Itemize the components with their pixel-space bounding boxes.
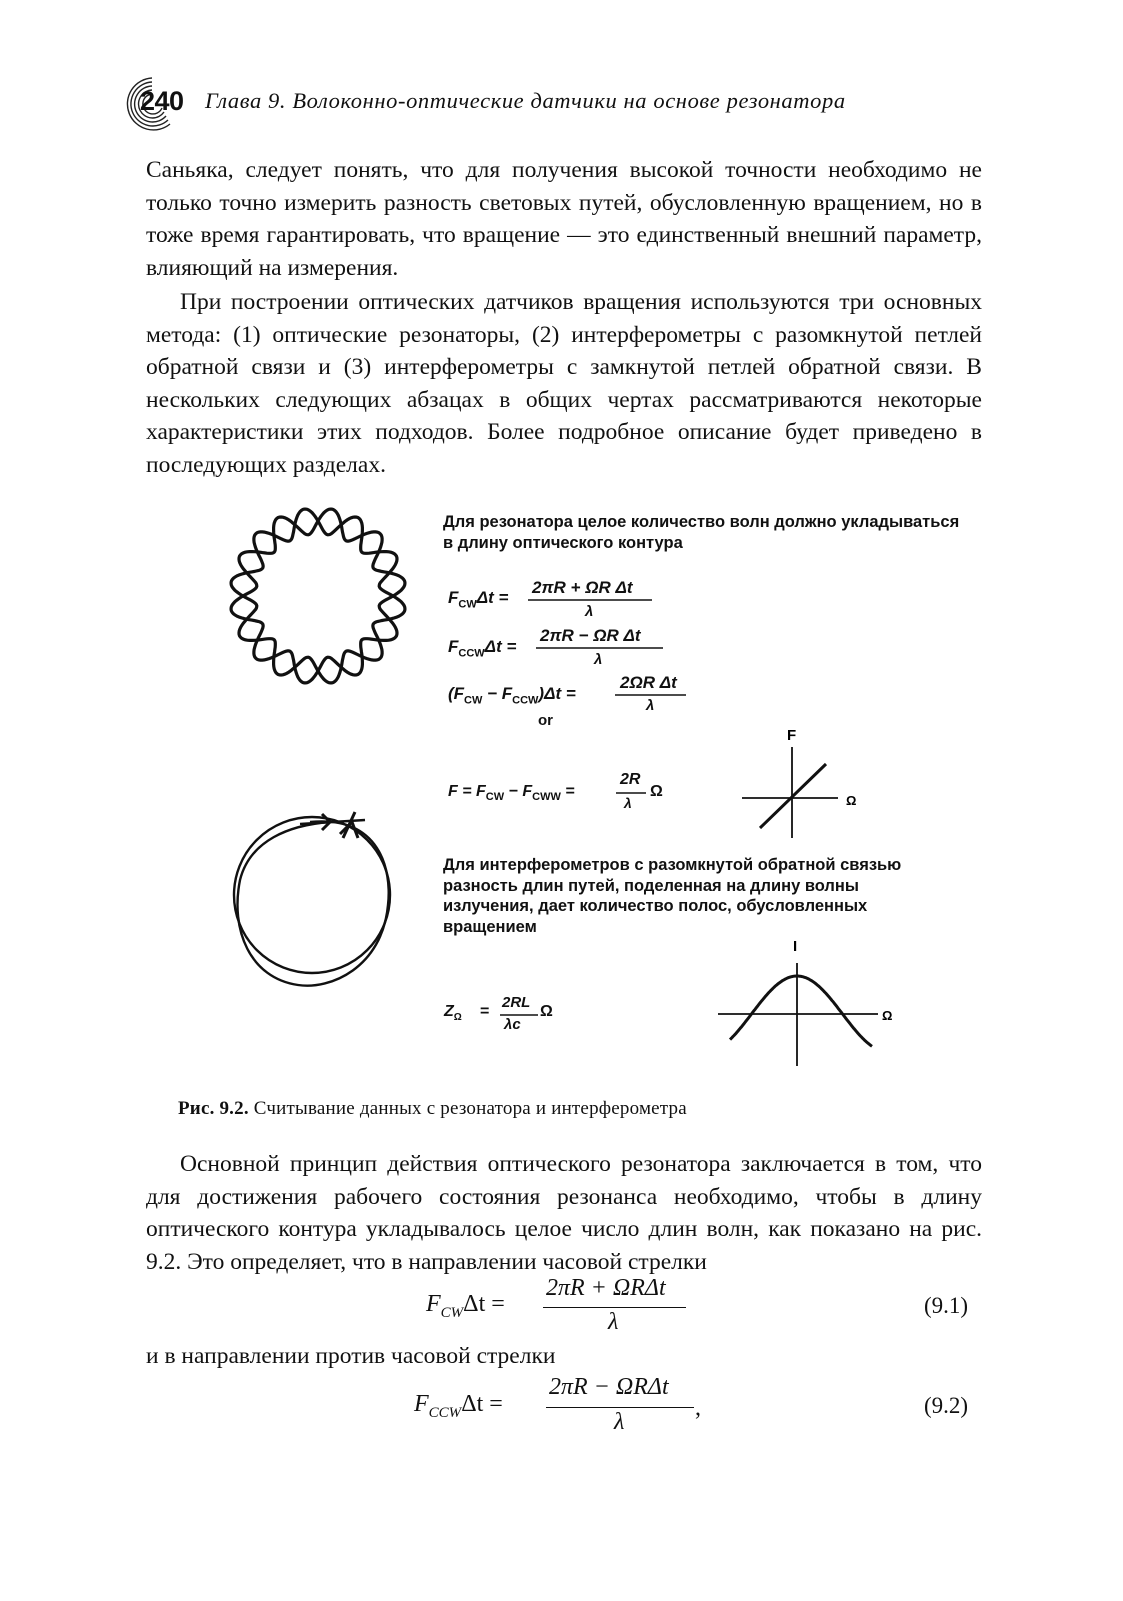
fig-eq-ccw-den: λ [594,651,603,668]
fig-eq-ccw: $F_{CCW}\Delta t$ = [448,637,517,660]
figure-caption: Рис. 9.2. Считывание данных с резонатора и интерферометра [178,1098,687,1119]
paragraph-4: и в направлении против часовой стрелки [146,1343,556,1369]
page-number: 240 [140,86,184,116]
fig-eq-f-num: 2R [620,771,641,788]
resonator-wave-ring-a [231,509,405,683]
response-graph-linear [742,747,838,838]
paragraph-2: При построении оптических датчиков вращения используются три основных метода: (1) оптические резонаторы, (2) интерферометры с разомкнутой петлей обратной связи и (3) интерферометры с замкнутой петлей обратной связи. В нескольких следующих абзацах в общих чертах рассматриваются некоторые характеристики этих подходов. Более подробное описание будет приведено в последующих разделах. [146,289,982,478]
fig-eq-cw-den: λ [585,603,594,620]
interferometer-description: Для интерферометров с разомкнутой обратной связью разность длин путей, поделенная на длину волны излучения, дает количество полос, обусловленных вращением [443,856,902,936]
fig-eq-z-num: 2RL [502,994,531,1011]
paragraph-1: Саньяка, следует понять, что для получения высокой точности необходимо не только точно измерить разность световых путей, обусловленную вращением, но в тоже время гарантировать, что вращение — это единственный внешний параметр, влияющий на измерения. [146,157,982,281]
graph2-x-label: Ω [882,1008,893,1023]
fig-eq-f-omega: Ω [650,783,663,800]
graph2-y-label: I [793,938,798,955]
fig-eq-ccw-num: 2πR − ΩR Δt [540,626,641,645]
resonator-wave-ring-b [231,509,405,683]
fig-eq-f-den: λ [624,795,632,811]
fig-eq-diff-den: λ [646,697,655,714]
fig-eq-z-eq: = [480,1003,490,1020]
fig-eq-cw: $F_{CW}\Delta t$ = [448,588,509,611]
equation-number-9-1: (9.1) [924,1293,969,1318]
running-title: Глава 9. Волоконно-оптические датчики на основе резонатора [205,88,846,113]
graph1-x-label: Ω [846,793,857,808]
interferometer-coil [234,817,390,986]
equation-number-9-2: (9.2) [924,1393,969,1418]
arrow-icon [322,812,358,838]
fig-eq-z-den: λc [504,1016,521,1033]
fig-eq-f: $F = F_{CW} - F_{CWW}$ = [448,783,575,804]
fig-eq-z-omega: Ω [540,1003,553,1020]
book-page: 240 Глава 9. Волоконно-оптические датчики на основе резонатора Саньяка, следует понять, что для получения высокой точности необходимо не только точно измерить разность световых путей, обусловленную вращением, но в тоже время гарантировать, что вращение — это единственный внешний параметр, влияющий на измерения. При построении оптических датчиков вращения используются три основных метода: (1) оптические резонаторы, (2) интерферометры с разомкнутой петлей обратной связи и (3) интерферометры с замкнутой петлей обратной связи. В нескольких следующих абзацах в общих чертах рассматриваются некоторые характеристики этих подходов. Более подробное описание будет приведено в последующих разделах. F Ω I Ω Для резонатора целое количество волн должно укладываться в длину оптического контура $F_{CW}\Delta t$ = 2πR + ΩR Δt λ $F_{CCW}\Delta t$ = 2πR − ΩR Δt λ $(F_{CW} - F_{CCW})\Delta t$ = 2ΩR Δt λ or $F = F_{CW} - F_{CWW}$ = 2R λ Ω Для интерферометров с разомкнутой обратной связью разность длин путей, поделенная на длину волны излучения, дает количество полос, обусловленных вращением $Z_\Omega$ = 2RL λc Ω Рис. 9.2. Считывание данных с резонатора и интерферометра Основной принцип действия оптического резонатора заключается в том, что для достижения рабочего состояния резонанса необходимо, чтобы в длину оптического контура укладывалось целое число длин волн, как показано на рис. 9.2. Это определяет, что в направлении часовой стрелки $F_{CW}\Delta t$ = 2πR + ΩRΔt λ (9.1) и в направлении против часовой стрелки $F_{CCW}\Delta t$ = 2πR − ΩRΔt λ , (9.2) [0,0,1123,1601]
fig-eq-diff: $(F_{CW} - F_{CCW})\Delta t$ = [448,684,576,707]
graph1-y-label: F [787,727,797,744]
fig-eq-z: $Z_\Omega$ [444,1003,462,1024]
or-label: or [538,712,553,729]
resonator-description: Для резонатора целое количество волн должно укладываться в длину оптического контура [443,513,960,552]
fig-eq-cw-num: 2πR + ΩR Δt [532,578,633,597]
paragraph-3: Основной принцип действия оптического резонатора заключается в том, что для достижения рабочего состояния резонанса необходимо, чтобы в длину оптического контура укладывалось целое число длин волн, как показано на рис. 9.2. Это определяет, что в направлении часовой стрелки [146,1151,982,1275]
fig-eq-diff-num: 2ΩR Δt [620,673,677,692]
response-graph-sine [718,963,878,1066]
